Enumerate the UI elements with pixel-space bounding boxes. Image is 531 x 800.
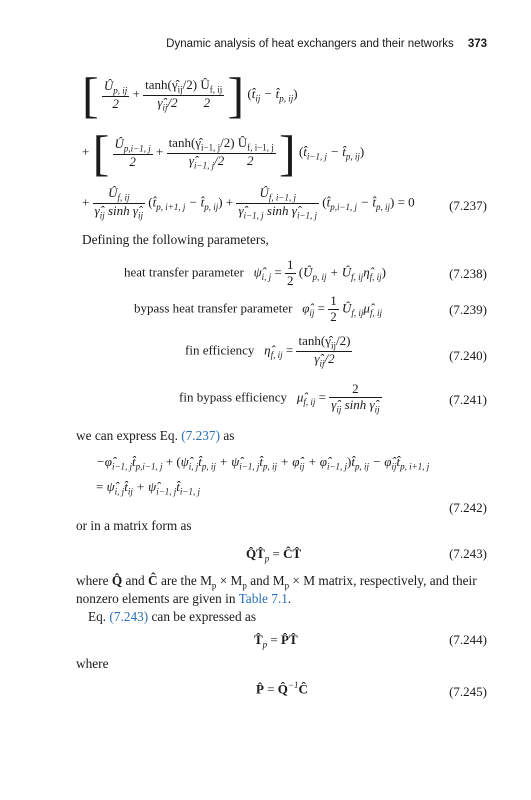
paragraph: Eq. (7.243) can be expressed as bbox=[88, 609, 257, 624]
paragraph: where bbox=[76, 656, 109, 671]
equation-number: (7.243) bbox=[449, 546, 487, 561]
label-fin-efficiency: fin efficiency bbox=[185, 342, 255, 358]
running-title: Dynamic analysis of heat exchangers and their networks bbox=[166, 38, 454, 50]
equation-7-238: heat transfer parameter $\psî_{i, j}$ = $\frac{1}{2}$ ($Û_{p, ij}$ + $Û_{f, ij}\etâ_{f, ij}$) bbox=[124, 257, 386, 288]
equation-7-237-line2: + [ $\frac{Û_{p,i-1, j}}{2}$ + $\frac{\tanh(\gammâ_{i-1, j}/2) Û_{f, i-1, j}}{\gammâ_{i-1, j}/2 2}$ ] ($t̂_{i-1, j}$ − $t̂_{p, ij}$) bbox=[82, 125, 365, 181]
page-number: 373 bbox=[467, 38, 487, 50]
paragraph: where Q̂ and Ĉ are the $M_p \times M_p$ and $M_p \times M$ matrix, respectively, and their bbox=[76, 573, 477, 591]
table-reference-link[interactable]: Table 7.1 bbox=[238, 591, 288, 606]
paragraph: Defining the following parameters, bbox=[82, 232, 269, 247]
running-header bbox=[166, 38, 487, 50]
equation-7-245: P̂ = Q̂$^{-1}$Ĉ bbox=[256, 680, 308, 697]
equation-7-239: bypass heat transfer parameter $\varphî_{ij}$ = $\frac{1}{2}$ $Û_{f, ij}\mû_{f, ij}$ bbox=[134, 293, 382, 324]
equation-7-242-line1: $-\varphî_{i-1, j}t̂_{p,i-1, j}$ + ($\psî_{i, j}t̂_{p, ij}$ + $\psî_{i-1, j}t̂_{p, ij}$ + $\varphî_{ij}$ + $\varphî_{i-1, j})t̂_{p, ij}$ − $\varphî_{ij}t̂_{p, i+1, j}$ bbox=[96, 454, 430, 472]
label-heat-transfer-parameter: heat transfer parameter bbox=[124, 264, 244, 280]
equation-number: (7.240) bbox=[449, 348, 487, 363]
paragraph: or in a matrix form as bbox=[76, 518, 192, 533]
equation-number: (7.237) bbox=[449, 198, 487, 213]
equation-number: (7.242) bbox=[449, 500, 487, 515]
equation-number: (7.244) bbox=[449, 632, 487, 647]
equation-7-244: $T̂_p$ = P̂T̂ bbox=[254, 632, 298, 650]
equation-reference-link[interactable]: (7.243) bbox=[109, 609, 149, 624]
paragraph: nonzero elements are given in Table 7.1. bbox=[76, 591, 292, 606]
equation-number: (7.241) bbox=[449, 392, 487, 407]
equation-number: (7.245) bbox=[449, 684, 487, 699]
paragraph: we can express Eq. (7.237) as bbox=[76, 428, 235, 443]
label-fin-bypass-efficiency: fin bypass efficiency bbox=[179, 389, 288, 405]
equation-reference-link[interactable]: (7.237) bbox=[181, 428, 221, 443]
equation-7-237-line1: [ $\frac{Û_{p, ij}}{2}$ + $\frac{\tanh(\gammâ_{ij}/2) Û_{f, ij}}{\gammâ_{ij}/2 2}$ ] ($t̂_{ij}$ − $t̂_{p, ij}$) bbox=[82, 67, 298, 123]
equation-7-243: $Q̂T̂_p$ = ĈT̂ bbox=[246, 546, 302, 564]
equation-7-237-line3: + $\frac{Û_{f, ij}}{\gammâ_{ij} \sinh \gammâ_{ij}}$ ($t̂_{p, i+1, j}$ − $t̂_{p, ij}$) + $\frac{Û_{f, i-1, j}}{\gammâ_{i-1, j} \sinh \gammâ_{i-1, j}}$ ($t̂_{p,i-1, j}$ − $t̂_{p, ij}) = 0$ bbox=[82, 185, 415, 221]
equation-7-240: fin efficiency $\etâ_{f, ij}$ = $\frac{\tanh(\gammâ_{ij}/2)}{\gammâ_{ij}/2}$ bbox=[185, 333, 351, 369]
equation-7-242-line2: = $\psî_{i, j}t̂_{ij}$ + $\psî_{i-1, j}t̂_{i-1, j}$ bbox=[96, 479, 200, 497]
equation-number: (7.239) bbox=[449, 302, 487, 317]
label-bypass-heat-transfer-parameter: bypass heat transfer parameter bbox=[134, 300, 293, 316]
equation-7-241: fin bypass efficiency $\mû_{f, ij}$ = $\frac{2}{\gammâ_{ij} \sinh \gammâ_{ij}}$ bbox=[179, 381, 380, 415]
equation-number: (7.238) bbox=[449, 266, 487, 281]
